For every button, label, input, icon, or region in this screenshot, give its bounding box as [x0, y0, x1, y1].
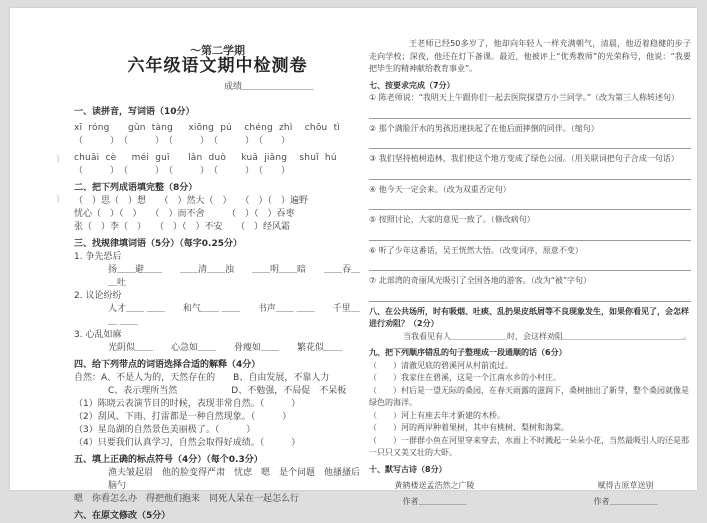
poem-title: 黄鹤楼送孟浩然之广陵 [394, 481, 475, 490]
pattern-item-blanks: 人才＿＿ ＿＿ 和气＿＿ ＿＿ 书声＿＿ ＿＿ 千里＿＿ ＿＿ [108, 304, 360, 327]
poem-author-blank: 作者＿＿＿＿＿＿ [593, 496, 658, 506]
scan-artifact-paren: ） [56, 195, 66, 205]
poem-author-blank: 作者＿＿＿＿＿＿ [402, 496, 467, 506]
section-5-heading: 五、填上正确的标点符号（4分）（每个0.3分） [74, 455, 263, 465]
definition-question: （3）星岛湖的自然景色美丽极了。（ ） [74, 425, 256, 435]
definition-question: （2）刮风、下雨、打雷都是一种自然现象。（ ） [74, 412, 292, 422]
definition-options-ab: 自然：A、不是人为的，天然存在的 B、自由发展，不靠人力 [74, 373, 330, 383]
pinyin-row-1: xī róng gǔn tàng xiōng pú chéng zhì chōu tì [74, 123, 340, 133]
pinyin-row-2: chuāi cè méi guī lǎn duò kuā jiǎng shuǐ hú [74, 153, 337, 163]
answer-line [369, 257, 691, 271]
sentence-task: ⑦ 北部湾的奇丽风光吸引了全国各地的游客。（改为“被”字句） [369, 276, 592, 285]
answer-parens-row-2: （ ） （ ） （ ） （ ） （ ） [74, 166, 291, 176]
right-column [369, 38, 691, 506]
page-title: 六年级语文期中检测卷 [127, 56, 308, 76]
punctuation-line: 渔夫皱起眉 他的脸变得严肃 忧虑 嗯 是个问题 他搔搔后脑勺 [108, 468, 361, 491]
poem-block [369, 480, 500, 508]
definition-question: （4）只要我们认真学习，自然会取得好成绩。（ ） [74, 438, 301, 448]
section-8-heading: 八、在公共场所，时有吸烟、吐痰、乱扔果皮纸屑等不良现象发生，如果你看见了，会怎样进行劝阻？（2分） [369, 306, 689, 328]
correction-passage: 王老师已经50多岁了，他却向年轻人一样充满朝气，清晨，他迈着稳健的步子走向学校；深夜，他还在灯下备课。最近，他被评上“优秀教师”的光荣称号，他说：“我要把毕生的精神献给教育事业”。 [369, 39, 691, 73]
paper-columns [10, 8, 697, 521]
reorder-sentence: （ ）我家住在碧溪，这是一个江南水乡的小村庄。 [369, 373, 561, 382]
sentence-task: ② 那个满脸汗水的男孩迅速扶起了在他后面摔倒的同伴。（缩句） [369, 123, 599, 133]
section-4-heading: 四、给下列带点的词语选择合适的解释（4分） [74, 360, 261, 370]
idiom-row: 张（ ）李（ ） （ ）（ ）不安 （ ）经风霜 [74, 222, 291, 232]
semester-label: ～第二学期 [190, 44, 245, 57]
punctuation-line: 嗯 你看怎么办 得把他们抱来 同死人呆在一起怎么行 [74, 494, 300, 504]
persuasion-blank-line: 当我看见有人＿＿＿＿＿＿＿时，会这样劝阻＿＿＿＿＿＿＿＿＿＿＿＿＿＿＿。 [403, 331, 691, 341]
section-7-heading: 七、按要求完成（7分） [369, 80, 455, 90]
reorder-sentence: （ ）河上有座去年才新建的木桥。 [369, 410, 505, 420]
definition-options-cd: C、表示理所当然 D、不勉强，不局促 不呆板 [108, 386, 347, 396]
idiom-row: （ ）思（ ）想 （ ）然大（ ） （ ）（ ）遍野 [74, 196, 309, 206]
scan-artifact-paren: ） [56, 155, 66, 165]
section-10-heading: 十、默写古诗（8分） [369, 464, 447, 474]
section-9-heading: 九、把下列顺序错乱的句子整理成一段通顺的话（6分） [369, 348, 567, 357]
sentence-task: ⑥ 听了少年这番话，吴王恍然大悟。（改变词序，原意不变） [369, 245, 583, 255]
answer-line [369, 288, 691, 302]
pattern-item-label: 1. 争先恐后 [74, 252, 122, 262]
reorder-sentence: （ ）河的两岸种着果树，其中有桃树、梨树和海棠。 [369, 423, 569, 432]
answer-line [369, 105, 691, 119]
section-3-heading: 三、找规律填词语（5分）（每字0.25分） [74, 239, 242, 249]
poem-title: 赋得古原草送别 [597, 481, 654, 490]
reorder-sentence: （ ）清澈见底的碧溪河从村前流过。 [369, 360, 513, 370]
answer-line [369, 166, 691, 180]
pattern-item-blanks: 光阴似＿＿ 心急如＿＿ 骨瘦如＿＿ 繁花似＿＿ [108, 343, 343, 353]
answer-parens-row-1: （ ） （ ） （ ） （ ） （ ） [74, 136, 291, 146]
reorder-sentence: （ ）村后是一望无际的桑园，在春天雨露的滋润下，桑树抽出了新芽，整个桑园就像是绿色的海洋。 [369, 385, 689, 407]
pattern-item-blanks: 扬＿＿避＿＿ ＿＿清＿＿浊 ＿＿明＿＿暗 ＿＿吞＿＿吐 [108, 265, 361, 288]
idiom-row: 忧心（ ）（ ） （ ）而不舍 （ ）（ ）吞枣 [74, 209, 295, 219]
section-2-heading: 二、把下列成语填完整（8分） [74, 183, 198, 193]
poem-recitation-row [369, 480, 691, 508]
sentence-task: ④ 他今天一定会来。（改为双重否定句） [369, 184, 511, 194]
left-column [74, 38, 361, 521]
definition-question: （1）陈晓云表演节目的时候，表现非常自然。（ ） [74, 399, 301, 409]
poem-block [560, 480, 691, 508]
pattern-item-label: 3. 心乱如麻 [74, 330, 122, 340]
sentence-task: ⑤ 按照讨论，大家的意见一致了。（修改病句） [369, 215, 535, 224]
exam-paper [10, 8, 697, 521]
section-1-heading: 一、读拼音，写词语（10分） [74, 107, 195, 117]
sentence-task: ① 陈老师说：“我明天上午跟你们一起去医院探望方小兰同学。”（改为第三人称转述句） [369, 93, 679, 102]
answer-line [369, 196, 691, 210]
pattern-item-label: 2. 议论纷纷 [74, 291, 122, 301]
score-blank: 成绩＿＿＿＿＿＿＿＿ [224, 82, 315, 92]
section-6-heading: 六、在原文修改（5分） [74, 511, 171, 521]
sentence-task: ③ 我们坚持植树造林，我们使这个地方变成了绿色公园。（用关联词把句子合成一句话） [369, 154, 679, 163]
answer-line [369, 135, 691, 149]
reorder-sentence: （ ）一群群小鱼在河里穿来穿去，水面上不时溅起一朵朵小花，当然最吸引人的还是那一只只又美又壮的大虾。 [369, 435, 689, 457]
answer-line [369, 227, 691, 241]
